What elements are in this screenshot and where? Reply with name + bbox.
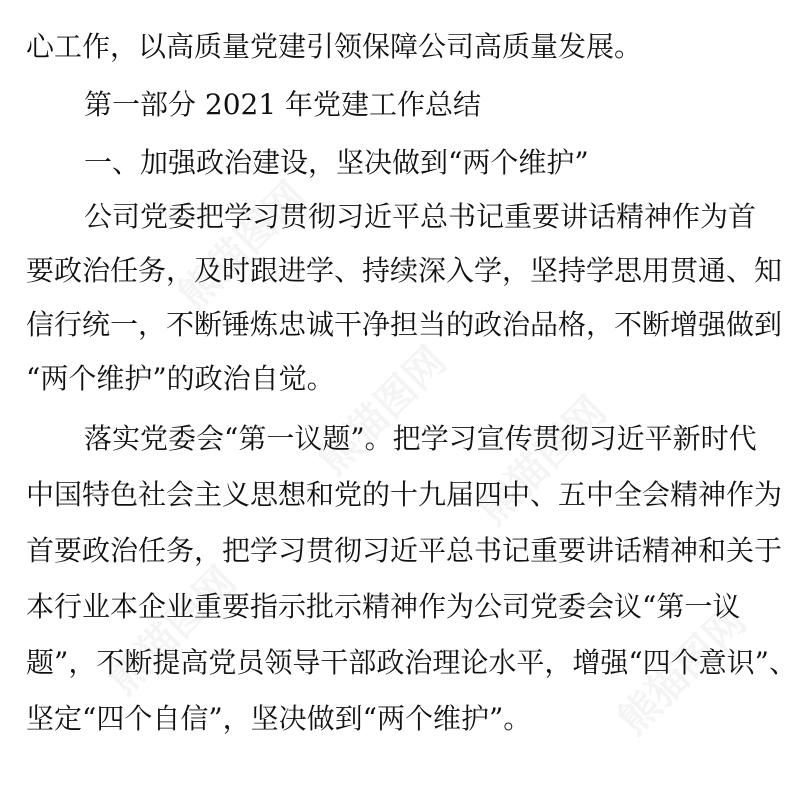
- watermark-1: 熊猫图网: [169, 173, 316, 319]
- paragraph-line: 心工作，以高质量党建引领保障公司高质量发展。: [26, 30, 643, 63]
- paragraph-line: 要政治任务，及时跟进学、持续深入学，坚持学思用贯通、知: [26, 254, 783, 287]
- paragraph-line: 坚定“四个自信”，坚决做到“两个维护”。: [26, 702, 532, 735]
- cut-off-top-line: [20, 0, 608, 14]
- paragraph-line: 本行业本企业重要指示批示精神作为公司党委会议“第一议: [26, 590, 741, 623]
- part-heading: 第一部分 2021 年党建工作总结: [84, 88, 482, 121]
- section-heading: 一、加强政治建设，坚决做到“两个维护”: [84, 146, 589, 179]
- cut-off-fragment: [20, 0, 608, 16]
- watermark-3: 熊猫图网: [469, 388, 616, 534]
- paragraph-line: 落实党委会“第一议题”。把学习宣传贯彻习近平新时代: [84, 422, 757, 455]
- paragraph-line: 信行统一，不断锤炼忠诚干净担当的政治品格，不断增强做到: [26, 308, 783, 341]
- watermark-4: 熊猫图网: [99, 558, 246, 704]
- paragraph-line: 首要政治任务，把学习贯彻习近平总书记重要讲话精神和关于: [26, 534, 783, 567]
- watermark-2: 熊猫图网: [309, 338, 456, 484]
- paragraph-line: 公司党委把学习贯彻习近平总书记重要讲话精神作为首: [84, 200, 757, 233]
- paragraph-line: “两个维护”的政治自觉。: [26, 362, 335, 395]
- paragraph-line: 题”，不断提高党员领导干部政治理论水平，增强“四个意识”、: [26, 646, 797, 679]
- watermark-5: 熊猫图网: [609, 598, 756, 744]
- paragraph-line: 中国特色社会主义思想和党的十九届四中、五中全会精神作为: [26, 478, 783, 511]
